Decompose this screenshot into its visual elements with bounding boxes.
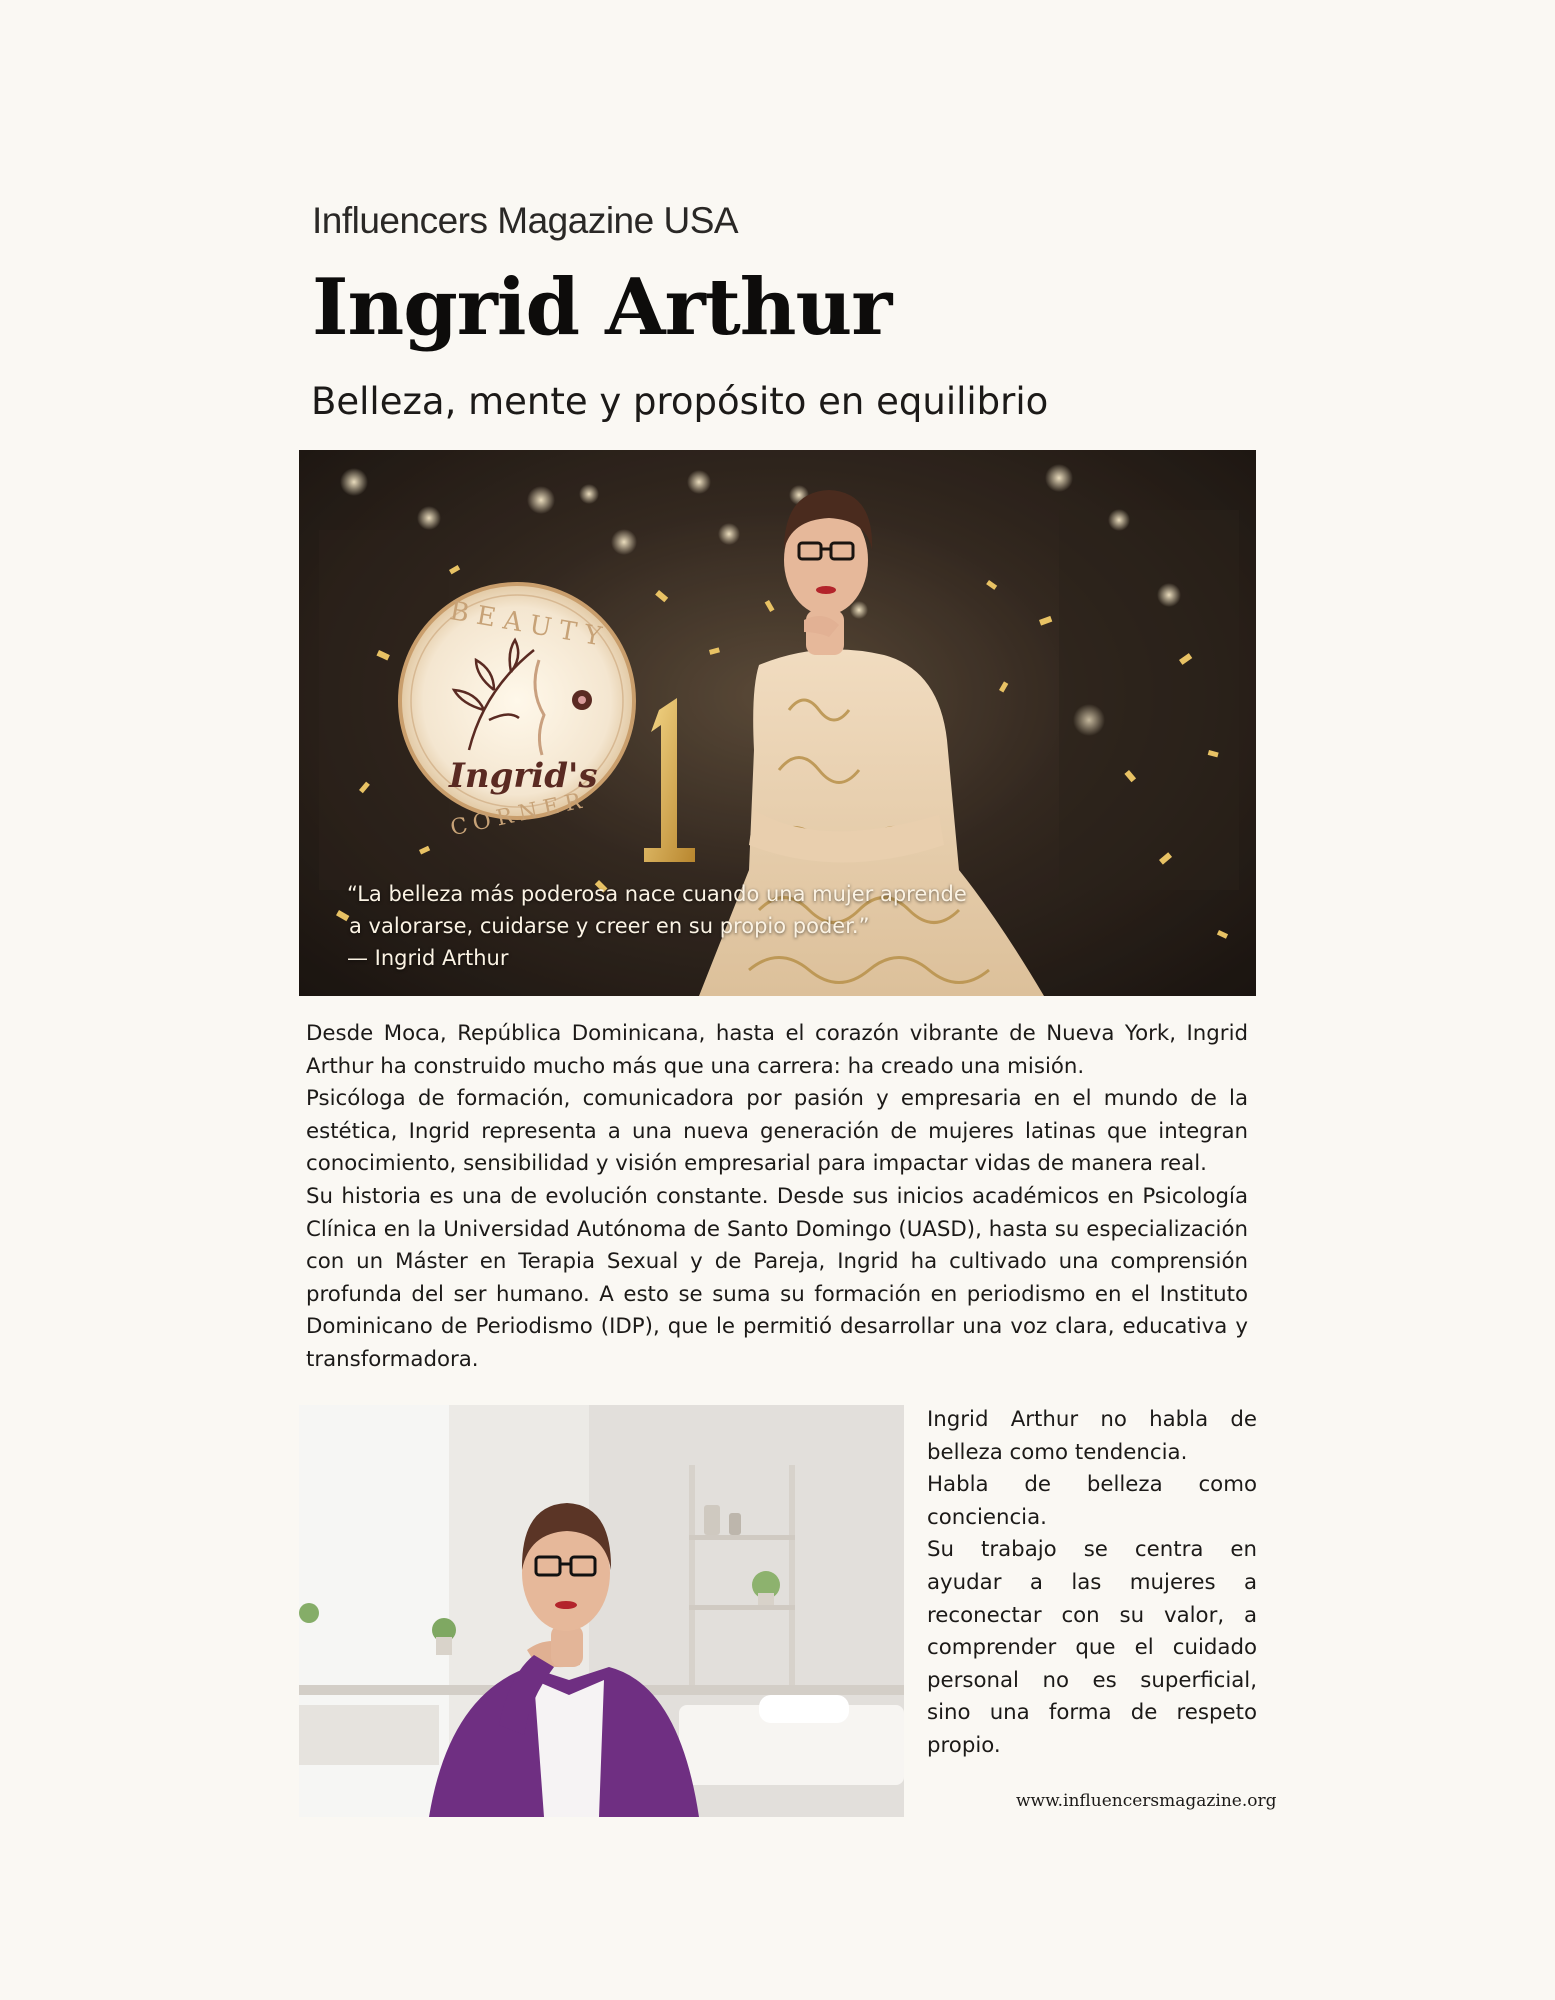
logo-script-text: Ingrid's <box>449 756 598 796</box>
logo-top-text: BEAUTY <box>447 596 612 654</box>
hero-image <box>299 450 1256 996</box>
side-text <box>927 1404 1257 1763</box>
logo-text-layer <box>299 450 736 842</box>
side-paragraph-3: Su trabajo se centra en ayudar a las mujeres a reconectar con su valor, a comprender que el cuidado personal no es superficial, sino una forma de respeto propio. <box>927 1537 1257 1758</box>
portrait-photo <box>299 1405 904 1817</box>
hero-quote <box>347 878 1047 974</box>
portrait-scene <box>299 1405 904 1817</box>
body-paragraph-2: Psicóloga de formación, comunicadora por pasión y empresaria en el mundo de la estética, Ingrid representa a una nueva generación de mujeres latinas que integran conocimiento, sensibilidad y visión empresarial para impactar vidas de manera real. <box>306 1086 1248 1177</box>
website-url[interactable]: www.influencersmagazine.org <box>1016 1791 1277 1811</box>
quote-author: — Ingrid Arthur <box>347 946 509 970</box>
article-title: Ingrid Arthur <box>312 262 892 353</box>
logo-bottom-text: CORNER <box>448 787 590 842</box>
side-paragraph-2: Habla de belleza como conciencia. <box>927 1472 1257 1530</box>
article-subtitle: Belleza, mente y propósito en equilibrio <box>311 380 1049 423</box>
magazine-name: Influencers Magazine USA <box>312 200 739 241</box>
side-paragraph-1: Ingrid Arthur no habla de belleza como tendencia. <box>927 1407 1257 1465</box>
quote-line-1: “La belleza más poderosa nace cuando una mujer aprende <box>347 882 967 906</box>
article-body <box>306 1018 1248 1377</box>
body-paragraph-3: Su historia es una de evolución constante. Desde sus inicios académicos en Psicología Clínica en la Universidad Autónoma de Santo Domingo (UASD), hasta su especialización con un Máster en Terapia Sexual y de Pareja, Ingrid ha cultivado una comprensión profunda del ser humano. A esto se suma su formación en periodismo en el Instituto Dominicano de Periodismo (IDP), que le permitió desarrollar una voz clara, educativa y transformadora. <box>306 1183 1248 1372</box>
body-paragraph-1: Desde Moca, República Dominicana, hasta el corazón vibrante de Nueva York, Ingrid Arthur ha construido mucho más que una carrera: ha creado una misión. <box>306 1021 1248 1079</box>
quote-line-2: a valorarse, cuidarse y creer en su propio poder.” <box>349 914 870 938</box>
